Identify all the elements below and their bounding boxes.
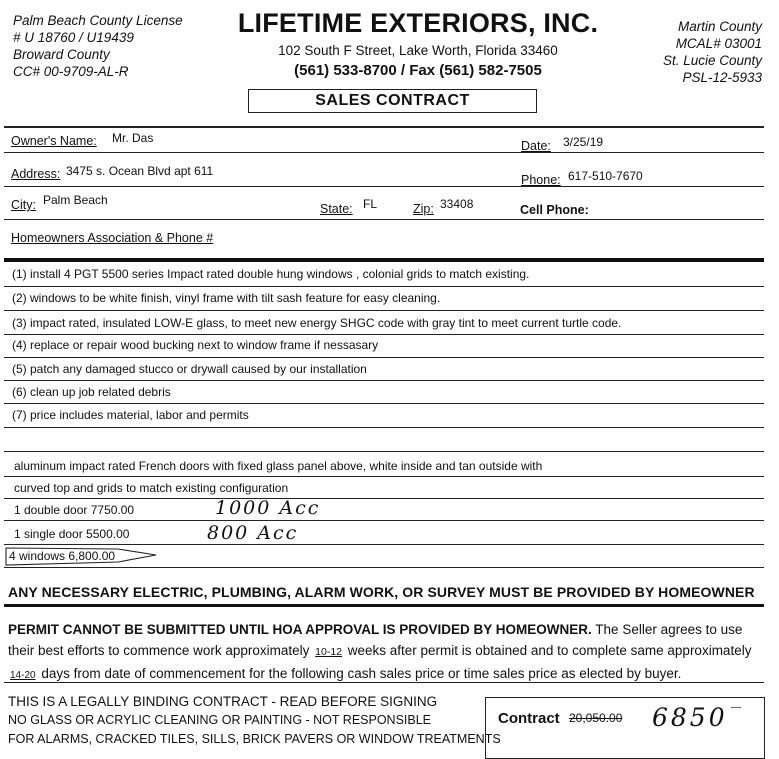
- notice-rule: [4, 682, 764, 683]
- state-value: FL: [363, 197, 378, 211]
- contract-total-suffix: —: [731, 702, 741, 713]
- no-glass-notice: NO GLASS OR ACRYLIC CLEANING OR PAINTING - NOT RESPONSIBLE: [8, 713, 432, 727]
- scope-rule: [4, 520, 764, 521]
- permit-line-1: [8, 619, 764, 640]
- address-label: Address:: [11, 167, 61, 181]
- scope-line: 4 windows 6,800.00: [9, 549, 116, 563]
- right-license-line: St. Lucie County: [662, 53, 762, 68]
- contract-handwritten-total: 6850: [652, 703, 728, 732]
- scope-line: (2) windows to be white finish, vinyl frame with tilt sash feature for easy cleaning.: [12, 291, 441, 305]
- address-value: 3475 s. Ocean Blvd apt 611: [66, 164, 214, 178]
- scope-line: (4) replace or repair wood bucking next to window frame if nessasary: [12, 338, 379, 352]
- scope-rule: [4, 403, 764, 404]
- hoa-label: Homeowners Association & Phone #: [11, 231, 214, 245]
- scope-rule: [4, 476, 764, 477]
- handwritten-double-door: 1000 Acc: [215, 497, 321, 519]
- days-text: days from date of commencement for the following cash sales price or time sales price as elected by buyer.: [37, 666, 682, 681]
- scope-rule: [4, 334, 764, 335]
- owner-label: Owner's Name:: [11, 134, 97, 148]
- city-value: Palm Beach: [43, 193, 108, 207]
- company-name: LIFETIME EXTERIORS, INC.: [237, 8, 599, 38]
- sales-contract-title: SALES CONTRACT: [248, 89, 537, 113]
- cell-phone-label: Cell Phone:: [520, 203, 589, 217]
- alarms-notice: FOR ALARMS, CRACKED TILES, SILLS, BRICK PAVERS OR WINDOW TREATMENTS: [8, 732, 501, 746]
- notice-rule: [4, 604, 764, 607]
- scope-rule: [4, 357, 764, 358]
- zip-label: Zip:: [413, 202, 434, 216]
- scope-line: (6) clean up job related debris: [12, 385, 171, 399]
- company-phones: (561) 533-8700 / Fax (561) 582-7505: [294, 62, 542, 79]
- right-license-line: PSL-12-5933: [682, 70, 762, 85]
- scope-line: aluminum impact rated French doors with fixed glass panel above, white inside and tan outside with: [14, 459, 543, 473]
- left-license-block: [13, 12, 233, 80]
- scope-line: curved top and grids to match existing configuration: [14, 481, 289, 495]
- date-value: 3/25/19: [563, 135, 604, 149]
- row-rule: [4, 219, 764, 220]
- owner-value: Mr. Das: [112, 131, 154, 145]
- scope-line: (3) impact rated, insulated LOW-E glass, to meet new energy SHGC code with gray tint to meet current turtle code.: [12, 316, 622, 330]
- state-label: State:: [320, 202, 353, 216]
- arrow-stroke: [6, 548, 156, 565]
- electric-notice: ANY NECESSARY ELECTRIC, PLUMBING, ALARM WORK, OR SURVEY MUST BE PROVIDED BY HOMEOWNER: [8, 584, 755, 600]
- commence-text: their best efforts to commence work approximately: [8, 643, 314, 658]
- permit-bold: PERMIT CANNOT BE SUBMITTED UNTIL HOA APPROVAL IS PROVIDED BY HOMEOWNER.: [8, 622, 592, 637]
- hand-drawn-arrow-mark: [0, 545, 170, 569]
- scope-rule: [4, 451, 764, 452]
- scope-rule: [4, 380, 764, 381]
- handwritten-single-door: 800 Acc: [207, 522, 299, 544]
- scope-line: (7) price includes material, labor and permits: [12, 408, 249, 422]
- contract-price-box: [485, 697, 765, 759]
- footer-terms: [8, 692, 501, 749]
- zip-value: 33408: [440, 197, 474, 211]
- right-license-line: Martin County: [677, 19, 762, 34]
- binding-notice: THIS IS A LEGALLY BINDING CONTRACT - READ BEFORE SIGNING: [8, 694, 438, 709]
- city-label: City:: [11, 198, 36, 212]
- phone-value: 617-510-7670: [568, 169, 643, 183]
- permit-paragraph: [8, 619, 764, 686]
- header-rule: [4, 126, 764, 128]
- row-rule: [4, 186, 764, 187]
- right-license-block: [560, 18, 762, 86]
- contract-struck-price: 20,050.00: [569, 711, 623, 725]
- scope-rule: [4, 498, 764, 499]
- scope-line: (1) install 4 PGT 5500 series Impact rated double hung windows , colonial grids to match existing.: [12, 267, 530, 281]
- weeks-value: 10-12: [315, 646, 342, 658]
- company-address: 102 South F Street, Lake Worth, Florida 33460: [278, 43, 558, 58]
- scope-rule: [4, 567, 764, 568]
- contract-label: Contract: [498, 710, 560, 727]
- complete-text: weeks after permit is obtained and to complete same approximately: [344, 643, 752, 658]
- left-license-line: # U 18760 / U19439: [13, 30, 134, 45]
- scope-line: (5) patch any damaged stucco or drywall caused by our installation: [12, 362, 367, 376]
- left-license-line: CC# 00-9709-AL-R: [13, 64, 129, 79]
- permit-rest: The Seller agrees to use: [591, 622, 743, 637]
- left-license-line: Palm Beach County License: [13, 13, 183, 28]
- thick-rule: [4, 258, 764, 262]
- days-value: 14-20: [10, 670, 36, 681]
- scope-rule: [4, 286, 764, 287]
- phone-label: Phone:: [521, 173, 561, 187]
- right-license-line: MCAL# 03001: [675, 36, 762, 51]
- scope-rule: [4, 427, 764, 428]
- scope-rule: [4, 310, 764, 311]
- row-rule: [4, 152, 764, 153]
- permit-line-2: [8, 640, 764, 663]
- scope-line: 1 double door 7750.00: [14, 503, 135, 517]
- date-label: Date:: [521, 139, 551, 153]
- left-license-line: Broward County: [13, 47, 110, 62]
- scope-line: 1 single door 5500.00: [14, 527, 130, 541]
